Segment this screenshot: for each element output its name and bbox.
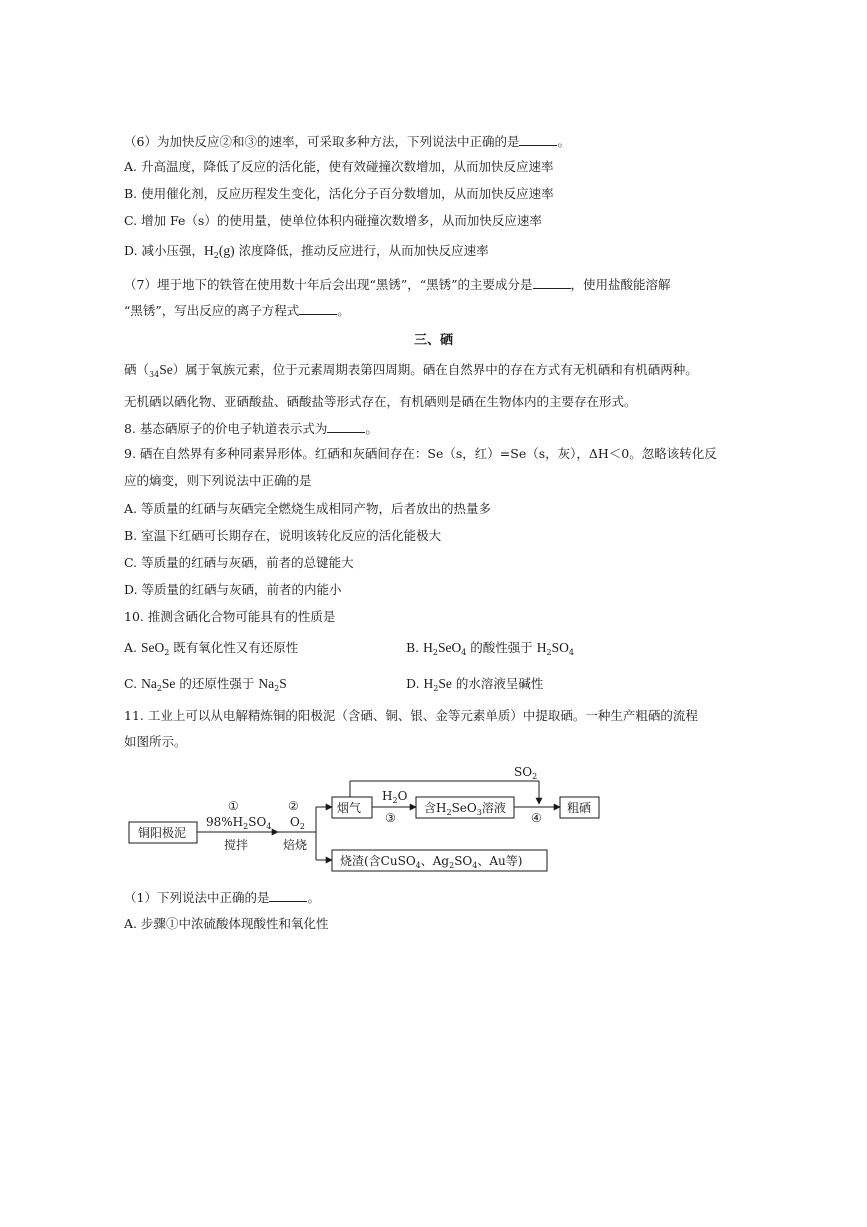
- atomic-number: 34: [149, 370, 160, 379]
- q10-option-d: [406, 676, 543, 697]
- q6-option-c: C. 增加 Fe（s）的使用量，使单位体积内碰撞次数增多，从而加快反应速率: [124, 213, 542, 228]
- q7-line2-tail: 。: [337, 303, 350, 318]
- q7-line1-text: （7）埋于地下的铁管在使用数十年后会出现“黑锈”，“黑锈”的主要成分是: [124, 277, 533, 292]
- q7-line1: [124, 276, 671, 293]
- formula-subscript: 2: [546, 648, 552, 657]
- step4-number: ④: [531, 811, 542, 825]
- q10-option-b: [406, 640, 574, 661]
- step3-reagent: $H_2O$: [382, 789, 408, 805]
- q11-sub1-option-a: A. 步骤①中浓硫酸体现酸性和氧化性: [124, 916, 329, 931]
- answer-blank[interactable]: [327, 420, 365, 433]
- formula-part: Se: [161, 676, 176, 691]
- q6-stem-text: （6）为加快反应②和③的速率，可采取多种方法，下列说法中正确的是: [124, 134, 520, 149]
- formula-part: SeO: [140, 640, 165, 655]
- q6-option-d-formula: H: [204, 243, 214, 258]
- step2-number: ②: [288, 799, 299, 813]
- option-text: 既有氧化性又有还原性: [169, 640, 299, 655]
- step2-operation: 焙烧: [283, 838, 308, 852]
- q10-option-a: [124, 640, 298, 661]
- q11-sub1: [124, 889, 320, 906]
- q9-line1: 9. 硒在自然界有多种同素异形体。红硒和灰硒间存在：Se（s，红）=Se（s，灰），ΔH＜0。忽略该转化反: [124, 446, 717, 461]
- answer-blank[interactable]: [533, 276, 571, 289]
- answer-blank[interactable]: [519, 133, 557, 146]
- residue-label: 烧渣(含CuSO$_4$、$Ag_2SO_4$、Au等): [340, 854, 523, 870]
- formula-part: H: [423, 640, 433, 655]
- intro-line1: [124, 362, 698, 383]
- gas-label: 烟气: [337, 801, 362, 815]
- q10-option-c: [124, 676, 287, 697]
- q7-line2-text: “黑锈”，写出反应的离子方程式: [124, 303, 300, 318]
- q6-option-d-text: 浓度降低，推动反应进行，从而加快反应速率: [234, 243, 489, 258]
- formula-subscript: 4: [461, 648, 467, 657]
- formula-part: SeO: [437, 640, 462, 655]
- step1-reagent: $98\%H_2SO_4$: [206, 815, 272, 831]
- formula-part: Na: [141, 676, 157, 691]
- q6-option-b: B. 使用催化剂，反应历程发生变化，活化分子百分数增加，从而加快反应速率: [124, 186, 554, 201]
- formula-part: H: [423, 676, 434, 691]
- q11-line1: 11. 工业上可以从电解精炼铜的阳极泥（含硒、铜、银、金等元素单质）中提取硒。一种生产粗硒的流程: [124, 708, 698, 723]
- step1-number: ①: [228, 799, 239, 813]
- bypass-reagent: $SO_2$: [514, 765, 538, 781]
- q6-option-a: A. 升高温度，降低了反应的活化能，使有效碰撞次数增加，从而加快反应速率: [124, 159, 554, 174]
- process-flow-diagram: [120, 760, 610, 875]
- formula-part: Na: [258, 676, 275, 691]
- q11-sub1-text: （1）下列说法中正确的是: [124, 890, 270, 905]
- option-text: 的水溶液呈碱性: [451, 676, 544, 691]
- q6-option-d-subscript: 2: [213, 251, 219, 260]
- q6-option-d: [124, 243, 489, 264]
- intro-prefix: 硒（: [124, 362, 150, 377]
- q9-option-c: C. 等质量的红硒与灰硒，前者的总键能大: [124, 555, 354, 570]
- start-label: 铜阳极泥: [138, 826, 187, 840]
- answer-blank[interactable]: [299, 302, 337, 315]
- option-label: A.: [124, 640, 141, 655]
- element-symbol: Se: [159, 362, 173, 377]
- step3-number: ③: [385, 811, 396, 825]
- q9-option-a: A. 等质量的红硒与灰硒完全燃烧生成相同产物，后者放出的热量多: [124, 501, 491, 516]
- option-text: 的还原性强于: [175, 676, 259, 691]
- q7-line2: [124, 302, 350, 319]
- formula-part: SO: [551, 640, 569, 655]
- option-label: B.: [406, 640, 424, 655]
- q8-end: 。: [365, 421, 378, 436]
- answer-blank[interactable]: [269, 889, 307, 902]
- product-label: 粗硒: [567, 801, 592, 815]
- q6-stem-end: 。: [557, 134, 570, 149]
- q8-text: 8. 基态硒原子的价电子轨道表示式为: [124, 421, 328, 436]
- formula-subscript: 2: [156, 684, 162, 693]
- solution-label: 含$H_2SeO_3$溶液: [424, 801, 506, 817]
- intro-text: ）属于氧族元素，位于元素周期表第四周期。硒在自然界中的存在方式有无机硒和有机硒两种。: [172, 362, 698, 377]
- option-label: D.: [406, 676, 424, 691]
- option-text: 的酸性强于: [466, 640, 537, 655]
- formula-subscript: 2: [432, 648, 438, 657]
- q6-stem: [124, 133, 570, 150]
- q8: [124, 420, 378, 437]
- formula-subscript: 2: [433, 684, 439, 693]
- step2-reagent: $O_2$: [290, 815, 305, 831]
- section-heading: 三、硒: [413, 333, 453, 348]
- intro-line2: 无机硒以硒化物、亚硒酸盐、硒酸盐等形式存在，有机硒则是硒在生物体内的主要存在形式。: [124, 394, 637, 409]
- q6-option-d-state: (g): [218, 243, 235, 258]
- formula-part: H: [536, 640, 547, 655]
- formula-subscript: 2: [164, 648, 170, 657]
- q11-sub1-end: 。: [307, 890, 320, 905]
- q10-stem: 10. 推测含硒化合物可能具有的性质是: [124, 609, 336, 624]
- formula-subscript: 4: [568, 648, 574, 657]
- step1-operation: 搅拌: [224, 838, 249, 852]
- q11-line2: 如图所示。: [124, 734, 187, 749]
- q9-line2: 应的熵变，则下列说法中正确的是: [124, 473, 312, 488]
- q9-option-d: D. 等质量的红硒与灰硒，前者的内能小: [124, 582, 342, 597]
- formula-part: Se: [438, 676, 452, 691]
- formula-part: S: [279, 676, 287, 691]
- q6-option-d-prefix: D. 减小压强，: [124, 243, 205, 258]
- formula-subscript: 2: [274, 684, 280, 693]
- q9-option-b: B. 室温下红硒可长期存在，说明该转化反应的活化能极大: [124, 528, 442, 543]
- q7-line1-tail: ，使用盐酸能溶解: [570, 277, 671, 292]
- option-label: C.: [124, 676, 142, 691]
